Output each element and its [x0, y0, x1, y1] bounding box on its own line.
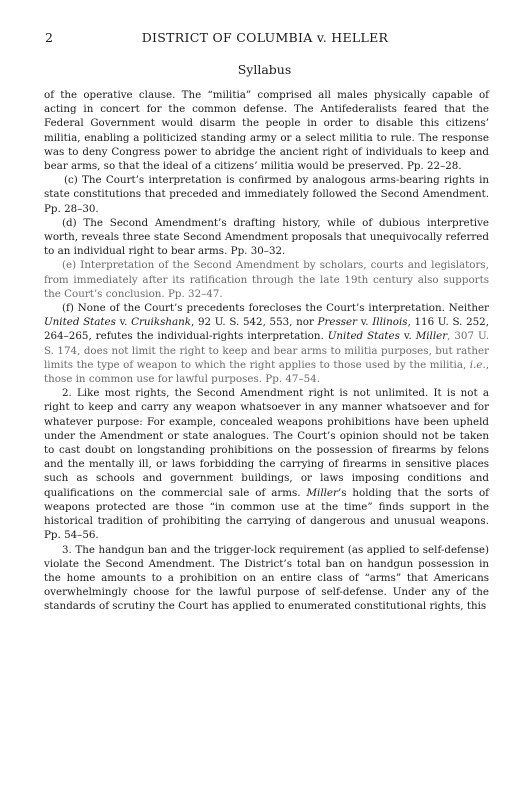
case-name: United States — [44, 316, 116, 329]
abbreviation: i.e. — [469, 358, 486, 371]
paragraph-militia: of the operative clause. The “militia” comprised all males physically capable of acting in concert for the common defense. The Antifederalists feared that the Federal Government would disarm the people in order to disable this citizens’ militia, enabling a politicized standing army or a select militia to rule. The response was to deny Congress power to abridge the ancient right of individuals to keep and bear arms, so that the ideal of a citizens’ militia would be preserved. Pp. 22–28. — [44, 89, 489, 173]
paragraph-3: 3. The handgun ban and the trigger-lock requirement (as applied to self-defense) violate the Second Amendment. The District’s total ban on handgun possession in the home amounts to a prohibition on an entire class of “arms” that Americans overwhelmingly choose for the lawful purpose of self-defense. Under any of the standards of scrutiny the Court has applied to enumerated constitutional rights, this — [44, 543, 489, 613]
paragraph-2 — [44, 386, 489, 542]
syllabus-body — [44, 88, 489, 614]
text-segment: , those in common use for lawful purposes. Pp. 47–54. — [44, 358, 489, 386]
paragraph-d: (d) The Second Amendment’s drafting history, while of dubious interpretive worth, reveals three state Second Amendment proposals that unequivocally referred to an individual right to bear arms. Pp. 30–32. — [44, 216, 489, 258]
paragraph-e: (e) Interpretation of the Second Amendment by scholars, courts and legislators, from immediately after its ratification through the late 19th century also supports the Court’s conclusion. Pp. 32–47. — [44, 259, 489, 300]
text-segment: , 116 U. S. 252, 264–265, refutes the individual-rights interpretation. — [44, 316, 489, 343]
page-number: 2 — [45, 30, 54, 45]
text-segment: ’s holding that the sorts of weapons protected are those “in common use at the time” finds support in the historical tradition of prohibiting the carrying of dangerous and unusual weapons. Pp. 54–56. — [44, 486, 489, 542]
paragraph-c: (c) The Court’s interpretation is confirmed by analogous arms-bearing rights in state constitutions that preceded and immediately followed the Second Amendment. Pp. 28–30. — [44, 174, 489, 215]
case-name: United States — [327, 330, 400, 343]
section-title: Syllabus — [237, 62, 292, 77]
text-segment: v. — [115, 316, 132, 329]
case-name: Presser — [317, 316, 358, 329]
text-segment: v. — [357, 316, 373, 329]
case-name: Miller — [415, 330, 448, 343]
text-segment: v. — [399, 330, 416, 343]
running-head: DISTRICT OF COLUMBIA v. HELLER — [141, 30, 389, 45]
text-segment: 2. Like most rights, the Second Amendment right is not unlimited. It is not a right to keep and carry any weapon whatsoever in any manner whatsoever and for whatever purpose: For example, concealed weapons prohibitions have been upheld under the Amendment or state analogues. The Court’s opinion should not be taken to cast doubt on longstanding prohibitions on the possession of firearms by felons and the mentally ill, or laws forbidding the carrying of firearms in sensitive places such as schools and government buildings, or laws imposing conditions and qualifications on the commercial sale of arms. — [44, 387, 489, 499]
text-segment: , 307 U. S. 174, does not limit the right to keep and bear arms to militia purposes, but rather limits the type of weapon to which the right applies to those used by the militia, — [44, 330, 489, 371]
case-name: Illinois — [372, 316, 408, 329]
case-name: Miller — [306, 486, 338, 499]
case-name: Cruikshank — [131, 316, 192, 329]
text-segment: (f) None of the Court’s precedents forecloses the Court’s interpretation. Neither — [62, 302, 489, 315]
paragraph-f — [44, 301, 489, 386]
text-segment: , 92 U. S. 542, 553, nor — [191, 316, 318, 329]
